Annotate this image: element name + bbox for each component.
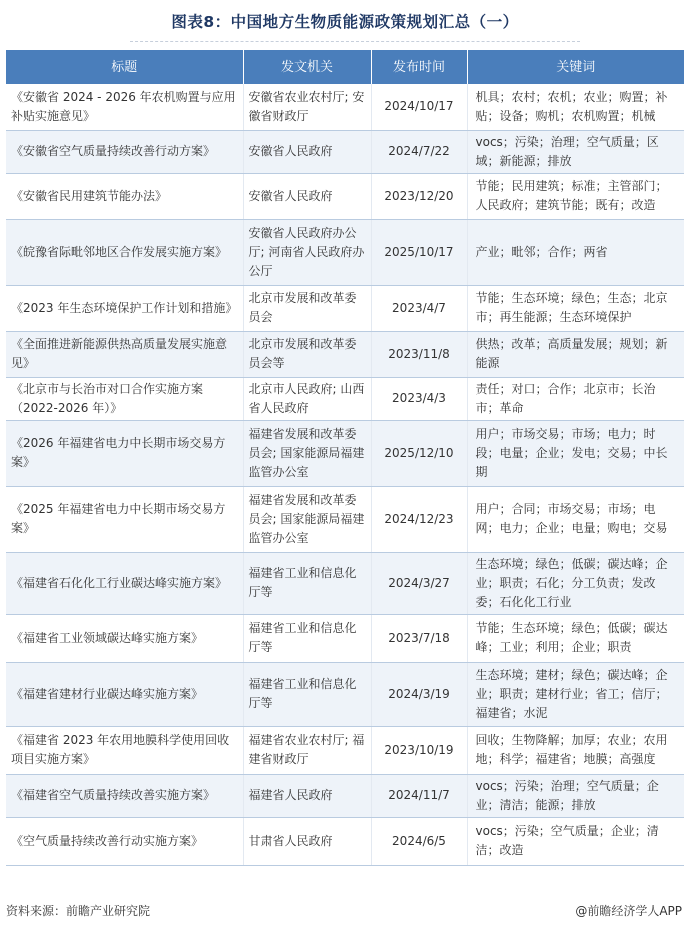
cell-title: 《安徽省空气质量持续改善行动方案》: [6, 130, 243, 173]
cell-date: 2023/11/8: [371, 331, 467, 377]
cell-date: 2024/11/7: [371, 774, 467, 817]
cell-agency: 福建省人民政府: [243, 774, 371, 817]
cell-date: 2024/3/19: [371, 662, 467, 726]
cell-date: 2023/4/3: [371, 377, 467, 420]
table-row: [6, 285, 684, 331]
table-body: [6, 84, 684, 865]
table-row: [6, 552, 684, 614]
cell-keywords: vocs；污染；空气质量；企业；清洁；改造: [467, 817, 684, 865]
table-row: [6, 130, 684, 173]
cell-agency: 北京市发展和改革委员会: [243, 285, 371, 331]
cell-keywords: 生态环境；绿色；低碳；碳达峰；企业；职责；石化；分工负责；发改委；石化化工行业: [467, 552, 684, 614]
cell-keywords: 生态环境；建材；绿色；碳达峰；企业；职责；建材行业；省工；信厅；福建省；水泥: [467, 662, 684, 726]
cell-agency: 安徽省人民政府: [243, 130, 371, 173]
header-keywords: 关键词: [467, 50, 684, 84]
table-row: [6, 726, 684, 774]
cell-date: 2023/10/19: [371, 726, 467, 774]
table-row: [6, 331, 684, 377]
cell-title: 《北京市与长治市对口合作实施方案（2022-2026 年）》: [6, 377, 243, 420]
policy-table: [6, 50, 684, 866]
cell-date: 2023/7/18: [371, 614, 467, 662]
cell-agency: 福建省工业和信息化厅等: [243, 614, 371, 662]
table-row: [6, 84, 684, 130]
table-row: [6, 173, 684, 219]
source-note: 资料来源：前瞻产业研究院: [6, 904, 151, 918]
cell-title: 《安徽省民用建筑节能办法》: [6, 173, 243, 219]
cell-agency: 福建省发展和改革委员会; 国家能源局福建监管办公室: [243, 420, 371, 486]
title-divider: [130, 41, 580, 42]
cell-date: 2024/6/5: [371, 817, 467, 865]
header-date: 发布时间: [371, 50, 467, 84]
cell-agency: 甘肃省人民政府: [243, 817, 371, 865]
cell-keywords: 用户；市场交易；市场；电力；时段；电量；企业；发电；交易；中长期: [467, 420, 684, 486]
table-row: [6, 774, 684, 817]
cell-keywords: 节能；生态环境；绿色；生态；北京市；再生能源；生态环境保护: [467, 285, 684, 331]
cell-keywords: 节能；生态环境；绿色；低碳；碳达峰；工业；利用；企业；职责: [467, 614, 684, 662]
cell-date: 2024/12/23: [371, 486, 467, 552]
cell-title: 《福建省 2023 年农用地膜科学使用回收项目实施方案》: [6, 726, 243, 774]
cell-agency: 福建省工业和信息化厅等: [243, 662, 371, 726]
table-row: [6, 377, 684, 420]
cell-agency: 福建省发展和改革委员会; 国家能源局福建监管办公室: [243, 486, 371, 552]
cell-date: 2023/12/20: [371, 173, 467, 219]
cell-agency: 北京市发展和改革委员会等: [243, 331, 371, 377]
cell-title: 《2023 年生态环境保护工作计划和措施》: [6, 285, 243, 331]
cell-keywords: 节能；民用建筑；标准；主管部门；人民政府；建筑节能；既有；改造: [467, 173, 684, 219]
cell-keywords: 回收；生物降解；加厚；农业；农用地；科学；福建省；地膜；高强度: [467, 726, 684, 774]
table-row: [6, 614, 684, 662]
cell-agency: 福建省农业农村厅; 福建省财政厅: [243, 726, 371, 774]
table-row: [6, 662, 684, 726]
cell-date: 2024/3/27: [371, 552, 467, 614]
cell-agency: 安徽省人民政府: [243, 173, 371, 219]
cell-date: 2023/4/7: [371, 285, 467, 331]
cell-keywords: vocs；污染；治理；空气质量；区域；新能源；排放: [467, 130, 684, 173]
page-title: 图表8：中国地方生物质能源政策规划汇总（一）: [171, 13, 519, 31]
cell-title: 《2026 年福建省电力中长期市场交易方案》: [6, 420, 243, 486]
table-row: [6, 420, 684, 486]
table-row: [6, 219, 684, 285]
header-agency: 发文机关: [243, 50, 371, 84]
header-title: 标题: [6, 50, 243, 84]
cell-title: 《安徽省 2024 - 2026 年农机购置与应用补贴实施意见》: [6, 84, 243, 130]
cell-agency: 北京市人民政府; 山西省人民政府: [243, 377, 371, 420]
cell-date: 2024/10/17: [371, 84, 467, 130]
cell-title: 《福建省工业领域碳达峰实施方案》: [6, 614, 243, 662]
cell-title: 《福建省空气质量持续改善实施方案》: [6, 774, 243, 817]
cell-title: 《福建省石化化工行业碳达峰实施方案》: [6, 552, 243, 614]
cell-keywords: 供热；改革；高质量发展；规划；新能源: [467, 331, 684, 377]
cell-keywords: vocs；污染；治理；空气质量；企业；清洁；能源；排放: [467, 774, 684, 817]
cell-date: 2025/12/10: [371, 420, 467, 486]
cell-keywords: 用户；合同；市场交易；市场；电网；电力；企业；电量；购电；交易: [467, 486, 684, 552]
cell-keywords: 责任；对口；合作；北京市；长治市；革命: [467, 377, 684, 420]
cell-date: 2024/7/22: [371, 130, 467, 173]
table-row: [6, 817, 684, 865]
table-row: [6, 486, 684, 552]
cell-keywords: 产业；毗邻；合作；两省: [467, 219, 684, 285]
cell-title: 《全面推进新能源供热高质量发展实施意见》: [6, 331, 243, 377]
cell-agency: 福建省工业和信息化厅等: [243, 552, 371, 614]
cell-keywords: 机具；农村；农机；农业；购置；补贴；设备；购机；农机购置；机械: [467, 84, 684, 130]
cell-date: 2025/10/17: [371, 219, 467, 285]
cell-title: 《空气质量持续改善行动实施方案》: [6, 817, 243, 865]
cell-agency: 安徽省农业农村厅; 安徽省财政厅: [243, 84, 371, 130]
cell-agency: 安徽省人民政府办公厅; 河南省人民政府办公厅: [243, 219, 371, 285]
cell-title: 《皖豫省际毗邻地区合作发展实施方案》: [6, 219, 243, 285]
cell-title: 《福建省建材行业碳达峰实施方案》: [6, 662, 243, 726]
table-header-row: [6, 50, 684, 84]
brand-credit: @前瞻经济学人APP: [575, 904, 682, 918]
cell-title: 《2025 年福建省电力中长期市场交易方案》: [6, 486, 243, 552]
